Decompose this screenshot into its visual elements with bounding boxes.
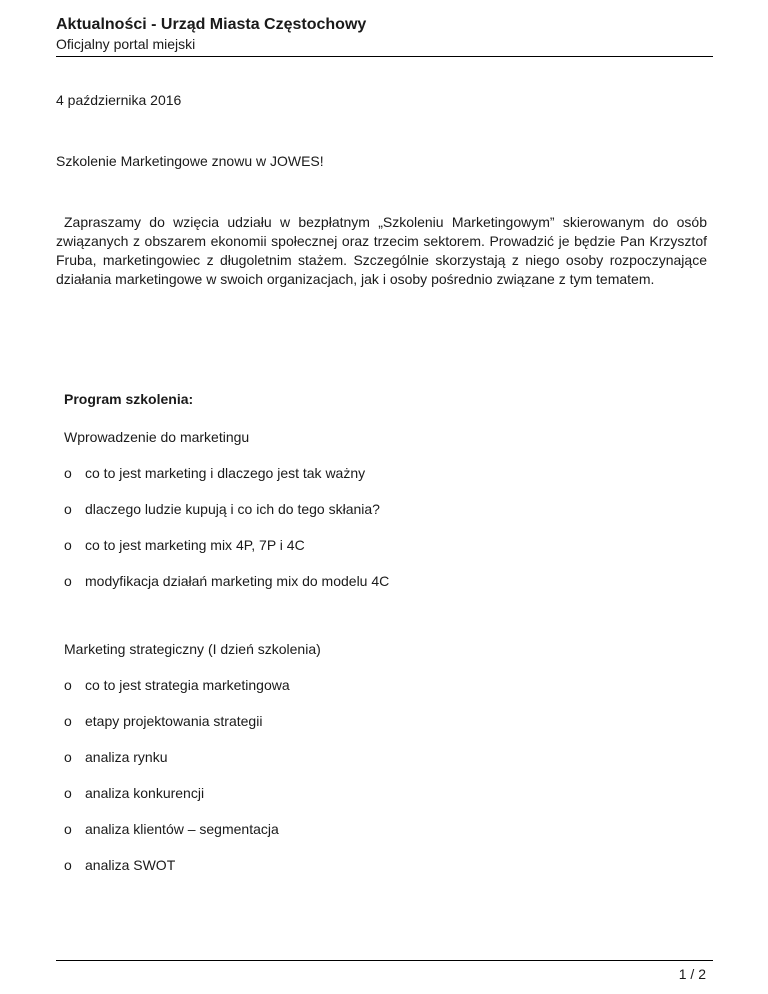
list-item-text: co to jest marketing i dlaczego jest tak ważny — [85, 465, 366, 481]
bullet-marker: o — [64, 465, 72, 481]
header-divider — [56, 56, 713, 57]
list-item-text: co to jest marketing mix 4P, 7P i 4C — [85, 537, 305, 553]
list-item-text: analiza SWOT — [85, 857, 176, 873]
section-heading-strategic: Marketing strategiczny (I dzień szkolenia) — [64, 641, 321, 657]
list-item-text: dlaczego ludzie kupują i co ich do tego skłania? — [85, 501, 380, 517]
list-item-text: analiza klientów – segmentacja — [85, 821, 279, 837]
section-heading-intro: Wprowadzenie do marketingu — [64, 429, 250, 445]
bullet-marker: o — [64, 501, 72, 517]
bullet-marker: o — [64, 749, 72, 765]
list-item-text: etapy projektowania strategii — [85, 713, 263, 729]
bullet-marker: o — [64, 677, 72, 693]
bullet-marker: o — [64, 713, 72, 729]
list-item-text: analiza rynku — [85, 749, 168, 765]
bullet-marker: o — [64, 573, 72, 589]
list-item-text: modyfikacja działań marketing mix do modelu 4C — [85, 573, 390, 589]
page-number: 1 / 2 — [678, 966, 706, 982]
footer-divider — [56, 960, 713, 961]
bullet-marker: o — [64, 821, 72, 837]
portal-subtitle: Oficjalny portal miejski — [56, 36, 196, 52]
bullet-marker: o — [64, 857, 72, 873]
bullet-marker: o — [64, 537, 72, 553]
article-title: Szkolenie Marketingowe znowu w JOWES! — [56, 153, 324, 169]
list-item-text: analiza konkurencji — [85, 785, 205, 801]
list-item-text: co to jest strategia marketingowa — [85, 677, 290, 693]
portal-title: Aktualności - Urząd Miasta Częstochowy — [56, 16, 367, 33]
article-date: 4 października 2016 — [56, 92, 182, 108]
article-intro: Zapraszamy do wzięcia udziału w bezpłatnym „Szkoleniu Marketingowym” skierowanym do osób związanych z obszarem ekonomii społecznej oraz trzecim sektorem. Prowadzić je będzie Pan Krzysztof Fruba, marketingowiec z długoletnim stażem. Szczególnie skorzystają z niego osoby rozpoczynające działania marketingowe w swoich organizacjach, jak i osoby pośrednio związane z tym tematem. — [56, 214, 707, 287]
program-heading: Program szkolenia: — [64, 391, 194, 407]
bullet-marker: o — [64, 785, 72, 801]
